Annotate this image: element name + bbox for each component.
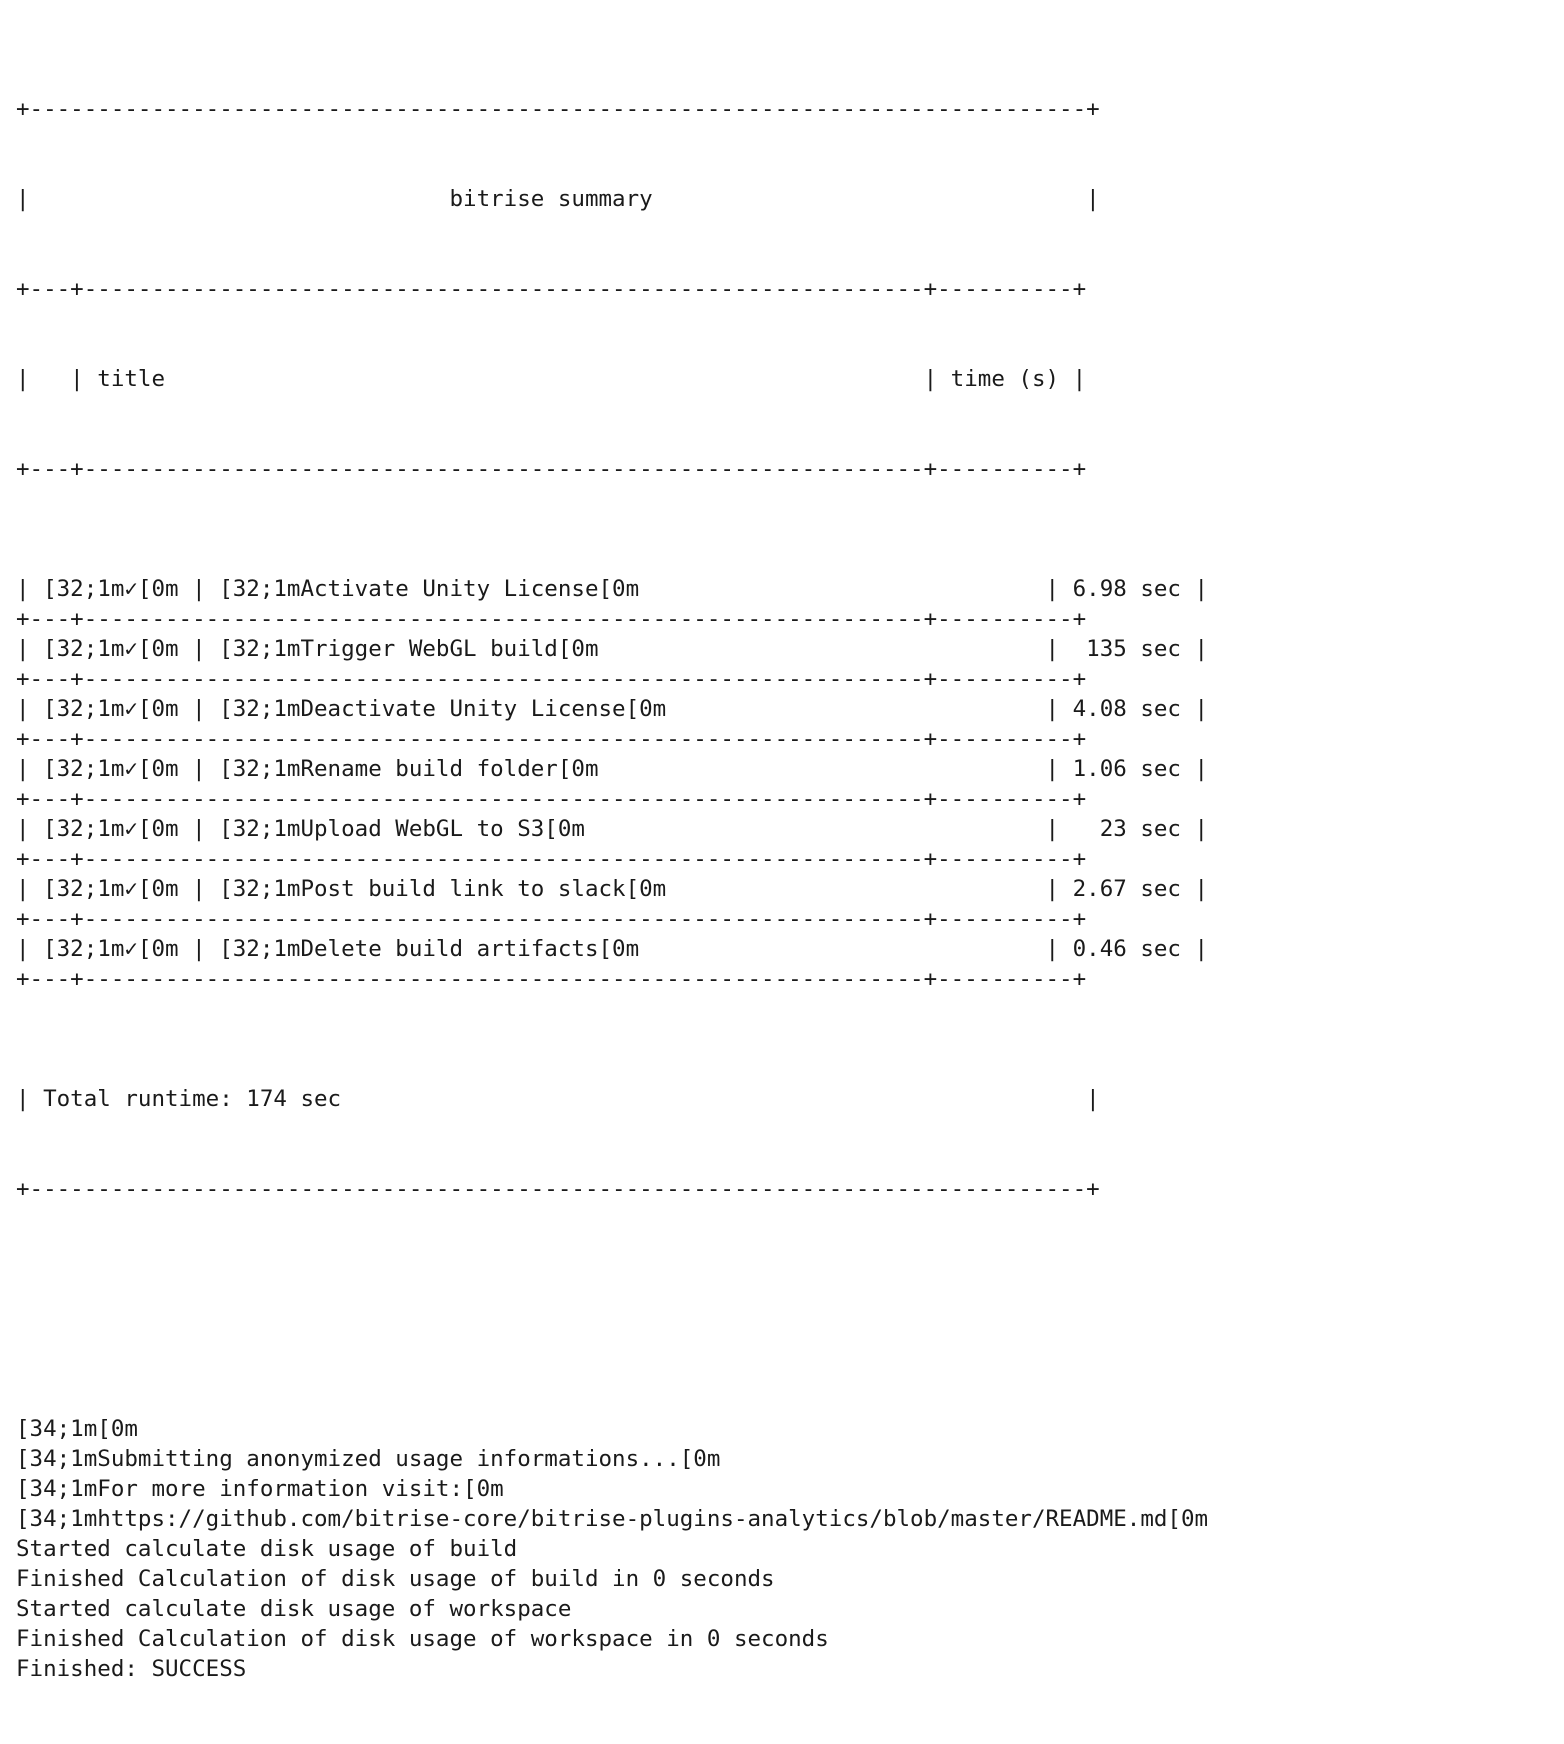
table-row: | [32;1m✓[0m | [32;1mPost build link to slack[0m | 2.67 sec | bbox=[16, 876, 1209, 902]
table-row: | [32;1m✓[0m | [32;1mTrigger WebGL build[0m | 135 sec | bbox=[16, 636, 1209, 662]
table-rows bbox=[16, 574, 1564, 994]
log-line: [34;1mFor more information visit:[0m bbox=[16, 1476, 504, 1502]
table-row-separator: +---+--------------------------------------------------------------+----------+ bbox=[16, 726, 1087, 752]
log-line: Started calculate disk usage of workspace bbox=[16, 1596, 572, 1622]
table-row-separator: +---+--------------------------------------------------------------+----------+ bbox=[16, 666, 1087, 692]
table-border-header-bottom: +---+--------------------------------------------------------------+----------+ bbox=[16, 456, 1087, 482]
table-title-row: | bitrise summary | bbox=[16, 186, 1100, 212]
table-row-separator: +---+--------------------------------------------------------------+----------+ bbox=[16, 786, 1087, 812]
table-row-separator: +---+--------------------------------------------------------------+----------+ bbox=[16, 606, 1087, 632]
log-line: Started calculate disk usage of build bbox=[16, 1536, 518, 1562]
table-row: | [32;1m✓[0m | [32;1mUpload WebGL to S3[0m | 23 sec | bbox=[16, 816, 1209, 842]
log-line: [34;1m[0m bbox=[16, 1416, 138, 1442]
log-line: Finished: SUCCESS bbox=[16, 1656, 247, 1682]
total-runtime-row: | Total runtime: 174 sec | bbox=[16, 1086, 1100, 1112]
table-row: | [32;1m✓[0m | [32;1mDelete build artifacts[0m | 0.46 sec | bbox=[16, 936, 1209, 962]
table-border-header-top: +---+--------------------------------------------------------------+----------+ bbox=[16, 276, 1087, 302]
log-line: Finished Calculation of disk usage of workspace in 0 seconds bbox=[16, 1626, 829, 1652]
spacer bbox=[16, 1294, 1564, 1324]
table-row-separator: +---+--------------------------------------------------------------+----------+ bbox=[16, 846, 1087, 872]
log-output bbox=[16, 1414, 1564, 1684]
table-header-row: | | title | time (s) | bbox=[16, 366, 1087, 392]
table-row: | [32;1m✓[0m | [32;1mRename build folder[0m | 1.06 sec | bbox=[16, 756, 1209, 782]
table-row: | [32;1m✓[0m | [32;1mActivate Unity License[0m | 6.98 sec | bbox=[16, 576, 1209, 602]
log-line: Finished Calculation of disk usage of build in 0 seconds bbox=[16, 1566, 775, 1592]
log-line: [34;1mSubmitting anonymized usage informations...[0m bbox=[16, 1446, 721, 1472]
table-border-bottom: +------------------------------------------------------------------------------+ bbox=[16, 1176, 1100, 1202]
table-border-top: +------------------------------------------------------------------------------+ bbox=[16, 96, 1100, 122]
table-row-separator: +---+--------------------------------------------------------------+----------+ bbox=[16, 906, 1087, 932]
table-row: | [32;1m✓[0m | [32;1mDeactivate Unity License[0m | 4.08 sec | bbox=[16, 696, 1209, 722]
log-line: [34;1mhttps://github.com/bitrise-core/bitrise-plugins-analytics/blob/master/README.md[0m bbox=[16, 1506, 1209, 1532]
table-row-separator: +---+--------------------------------------------------------------+----------+ bbox=[16, 966, 1087, 992]
